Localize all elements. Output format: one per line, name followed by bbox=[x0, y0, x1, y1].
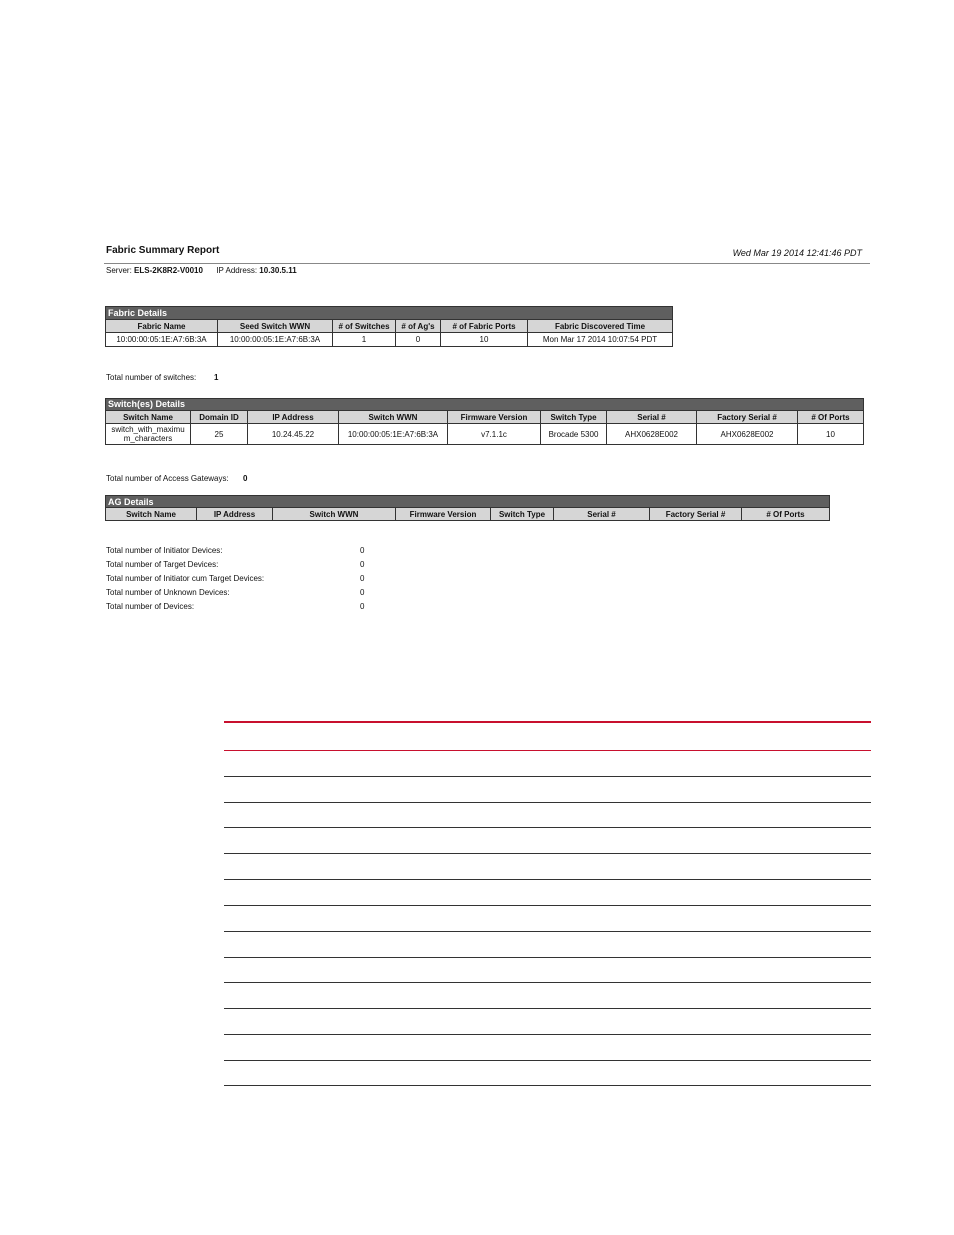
table-cell: 10:00:00:05:1E:A7:6B:3A bbox=[339, 424, 448, 445]
table-row-rule bbox=[224, 982, 871, 983]
column-header: Switch Type bbox=[541, 411, 607, 424]
table-cell: 1 bbox=[333, 333, 396, 347]
stat-target-label: Total number of Target Devices: bbox=[106, 560, 219, 569]
switch-details-table bbox=[105, 398, 864, 445]
table-cell: 10:00:00:05:1E:A7:6B:3A bbox=[218, 333, 333, 347]
table-cell: Brocade 5300 bbox=[541, 424, 607, 445]
column-header: IP Address bbox=[197, 508, 273, 521]
table-row-rule bbox=[224, 1034, 871, 1035]
column-header: Fabric Name bbox=[106, 320, 218, 333]
column-header: Factory Serial # bbox=[650, 508, 742, 521]
table-row-rule bbox=[224, 879, 871, 880]
switch-count-value: 1 bbox=[214, 373, 219, 382]
table-cell: 25 bbox=[191, 424, 248, 445]
stat-total-value: 0 bbox=[360, 602, 365, 611]
table-row-rule bbox=[224, 1085, 871, 1086]
table-row-rule bbox=[224, 776, 871, 777]
column-header: # of Ag's bbox=[396, 320, 441, 333]
column-header: Switch Name bbox=[106, 508, 197, 521]
column-header: # of Fabric Ports bbox=[441, 320, 528, 333]
server-value: ELS-2K8R2-V0010 bbox=[134, 266, 203, 275]
table-row-rule bbox=[224, 1060, 871, 1061]
table-cell: AHX0628E002 bbox=[697, 424, 798, 445]
table-header-row bbox=[106, 411, 864, 424]
column-header: Switch WWN bbox=[339, 411, 448, 424]
fabric-details-table bbox=[105, 306, 673, 347]
column-header: Switch WWN bbox=[273, 508, 396, 521]
column-header: Switch Type bbox=[491, 508, 554, 521]
switch-details-title: Switch(es) Details bbox=[106, 399, 864, 411]
table-row bbox=[106, 424, 864, 445]
ip-label: IP Address: bbox=[216, 266, 258, 275]
table-cell: switch_with_maximu m_characters bbox=[106, 424, 191, 445]
stat-initiator-target-label: Total number of Initiator cum Target Devices: bbox=[106, 574, 265, 583]
column-header: Fabric Discovered Time bbox=[528, 320, 673, 333]
table-cell: 0 bbox=[396, 333, 441, 347]
column-header: # of Switches bbox=[333, 320, 396, 333]
report-title: Fabric Summary Report bbox=[106, 245, 220, 256]
stat-initiator-label: Total number of Initiator Devices: bbox=[106, 546, 223, 555]
ag-count-label: Total number of Access Gateways: bbox=[106, 474, 229, 483]
table-cell: 10 bbox=[798, 424, 864, 445]
table-cell: AHX0628E002 bbox=[607, 424, 697, 445]
stat-total-label: Total number of Devices: bbox=[106, 602, 195, 611]
table-top-rule bbox=[224, 721, 871, 723]
column-header: # Of Ports bbox=[742, 508, 830, 521]
stat-unknown-value: 0 bbox=[360, 588, 365, 597]
ag-details-title: AG Details bbox=[106, 496, 830, 508]
table-row-rule bbox=[224, 1008, 871, 1009]
table-row-rule bbox=[224, 931, 871, 932]
table-header-rule bbox=[224, 750, 871, 751]
table-row bbox=[106, 333, 673, 347]
empty-ruled-table bbox=[224, 721, 871, 1091]
column-header: Factory Serial # bbox=[697, 411, 798, 424]
column-header: Serial # bbox=[607, 411, 697, 424]
title-divider bbox=[104, 263, 870, 264]
table-row-rule bbox=[224, 853, 871, 854]
stat-initiator-value: 0 bbox=[360, 546, 365, 555]
column-header: Switch Name bbox=[106, 411, 191, 424]
table-cell: 10:00:00:05:1E:A7:6B:3A bbox=[106, 333, 218, 347]
table-cell: 10 bbox=[441, 333, 528, 347]
table-row-rule bbox=[224, 802, 871, 803]
table-cell: 10.24.45.22 bbox=[248, 424, 339, 445]
table-header-row bbox=[106, 320, 673, 333]
column-header: # Of Ports bbox=[798, 411, 864, 424]
ip-value: 10.30.5.11 bbox=[259, 266, 297, 275]
column-header: IP Address bbox=[248, 411, 339, 424]
table-row-rule bbox=[224, 957, 871, 958]
switch-count-label: Total number of switches: bbox=[106, 373, 197, 382]
column-header: Firmware Version bbox=[448, 411, 541, 424]
server-line bbox=[106, 266, 297, 275]
table-row-rule bbox=[224, 905, 871, 906]
table-cell: Mon Mar 17 2014 10:07:54 PDT bbox=[528, 333, 673, 347]
ag-count-value: 0 bbox=[243, 474, 248, 483]
stat-unknown-label: Total number of Unknown Devices: bbox=[106, 588, 230, 597]
server-label: Server: bbox=[106, 266, 132, 275]
table-cell: v7.1.1c bbox=[448, 424, 541, 445]
ag-details-table bbox=[105, 495, 830, 521]
column-header: Firmware Version bbox=[396, 508, 491, 521]
report-date: Wed Mar 19 2014 12:41:46 PDT bbox=[732, 248, 862, 258]
table-header-row bbox=[106, 508, 830, 521]
column-header: Domain ID bbox=[191, 411, 248, 424]
fabric-details-title: Fabric Details bbox=[106, 307, 673, 320]
column-header: Seed Switch WWN bbox=[218, 320, 333, 333]
stat-target-value: 0 bbox=[360, 560, 365, 569]
stat-initiator-target-value: 0 bbox=[360, 574, 365, 583]
table-row-rule bbox=[224, 827, 871, 828]
column-header: Serial # bbox=[554, 508, 650, 521]
